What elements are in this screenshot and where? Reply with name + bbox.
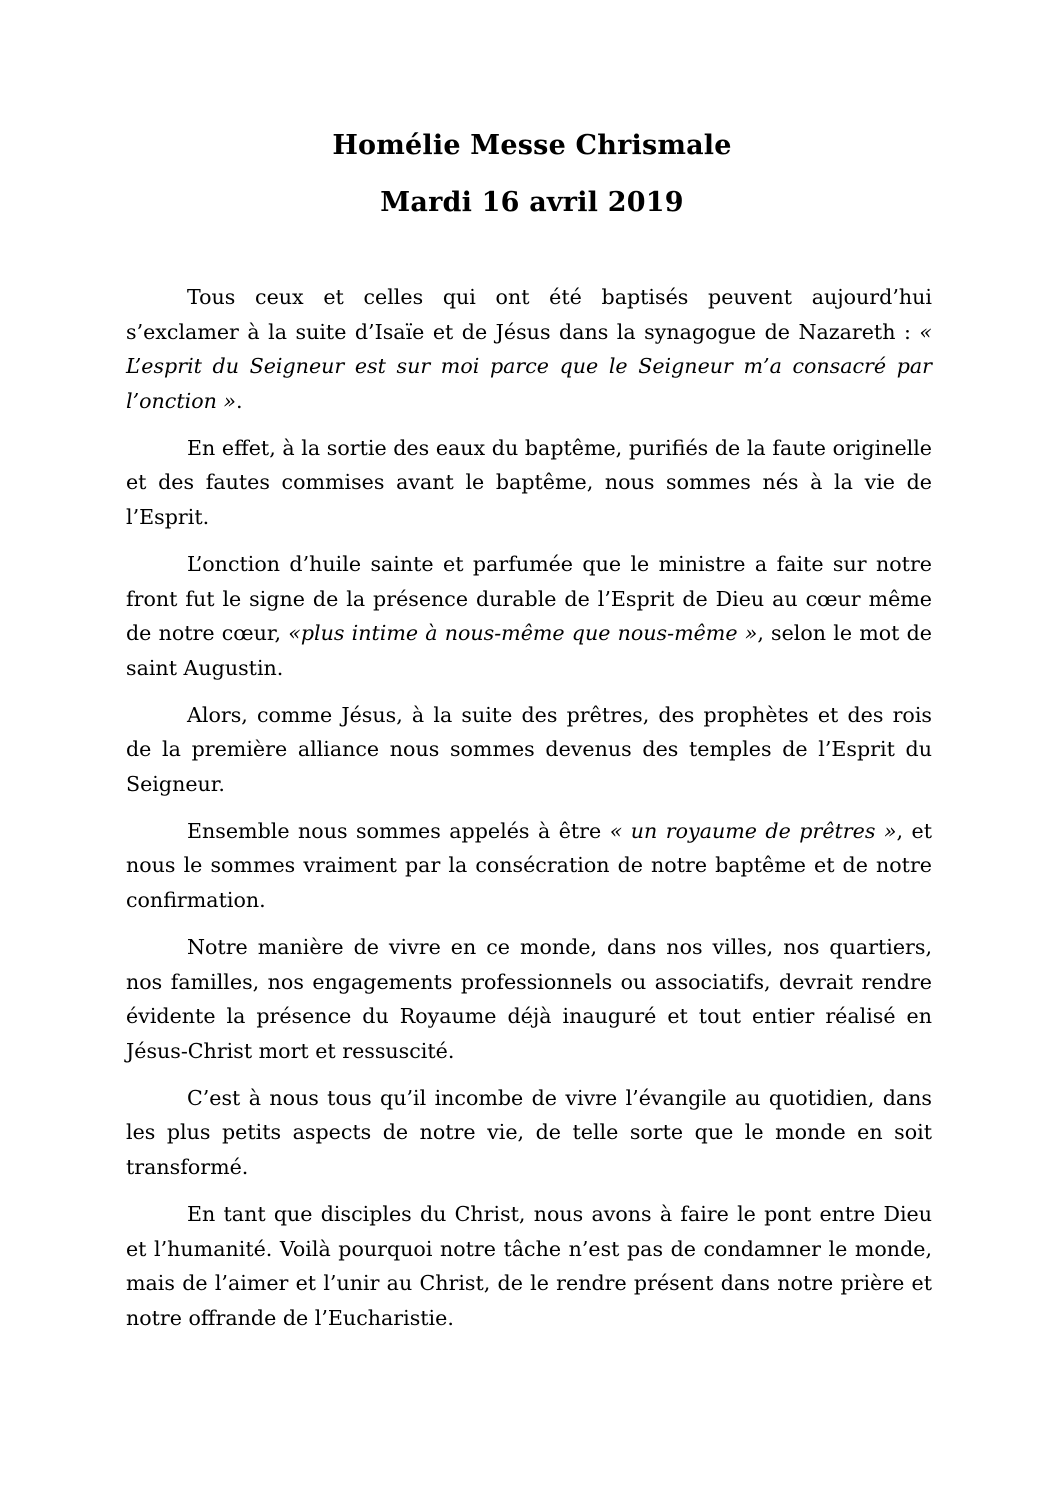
paragraph-text: En effet, à la sortie des eaux du baptême, purifiés de la faute originelle et des fautes commises avant le baptême, nous sommes nés à la vie de l’Esprit.: [126, 435, 932, 529]
paragraph-text: C’est à nous tous qu’il incombe de vivre l’évangile au quotidien, dans les plus petits aspects de notre vie, de telle sorte que le monde en soit transformé.: [126, 1085, 932, 1179]
paragraph-text: Tous ceux et celles qui ont été baptisés peuvent aujourd’hui s’exclamer à la suite d’Isaïe et de Jésus dans la synagogue de Nazareth :: [126, 285, 932, 344]
homily-paragraph: [126, 280, 932, 418]
homily-paragraph: [126, 1081, 932, 1185]
paragraph-text: En tant que disciples du Christ, nous avons à faire le pont entre Dieu et l’humanité. Voilà pourquoi notre tâche n’est pas de condamner le monde, mais de l’aimer et l’unir au Christ, de le rendre présent dans notre prière et notre offrande de l’Eucharistie.: [126, 1201, 932, 1330]
homily-paragraph: [126, 698, 932, 802]
homily-paragraph: [126, 431, 932, 535]
homily-body: [126, 280, 932, 1335]
paragraph-text: Alors, comme Jésus, à la suite des prêtres, des prophètes et des rois de la première alliance nous sommes devenus des temples de l’Esprit du Seigneur.: [126, 702, 932, 796]
quotation-text: « un royaume de prêtres »: [609, 818, 897, 843]
document-date: Mardi 16 avril 2019: [380, 187, 684, 218]
paragraph-text: .: [236, 388, 243, 413]
quotation-text: « L’esprit du Seigneur est sur moi parce que le Seigneur m’a consacré par l’onction »: [126, 319, 932, 413]
homily-paragraph: [126, 930, 932, 1068]
homily-paragraph: [126, 547, 932, 685]
document-title: Homélie Messe Chrismale: [332, 130, 732, 161]
paragraph-text: L’onction d’huile sainte et parfumée que le ministre a faite sur notre front fut le signe de la présence durable de l’Esprit de Dieu au cœur même de notre cœur,: [126, 551, 932, 646]
paragraph-text: Ensemble nous sommes appelés à être: [187, 818, 610, 843]
quotation-text: «plus intime à nous-même que nous-même »: [288, 621, 758, 646]
paragraph-text: Notre manière de vivre en ce monde, dans nos villes, nos quartiers, nos familles, nos engagements professionnels ou associatifs, devrait rendre évidente la présence du Royaume déjà inauguré et tout entier réalisé en Jésus-Christ mort et ressuscité.: [126, 935, 932, 1063]
homily-paragraph: [126, 1197, 932, 1335]
homily-paragraph: [126, 814, 932, 918]
paragraph-text: , et nous le sommes vraiment par la consécration de notre baptême et de notre confirmation.: [126, 818, 932, 913]
paragraph-text: , selon le mot de saint Augustin.: [126, 621, 932, 680]
